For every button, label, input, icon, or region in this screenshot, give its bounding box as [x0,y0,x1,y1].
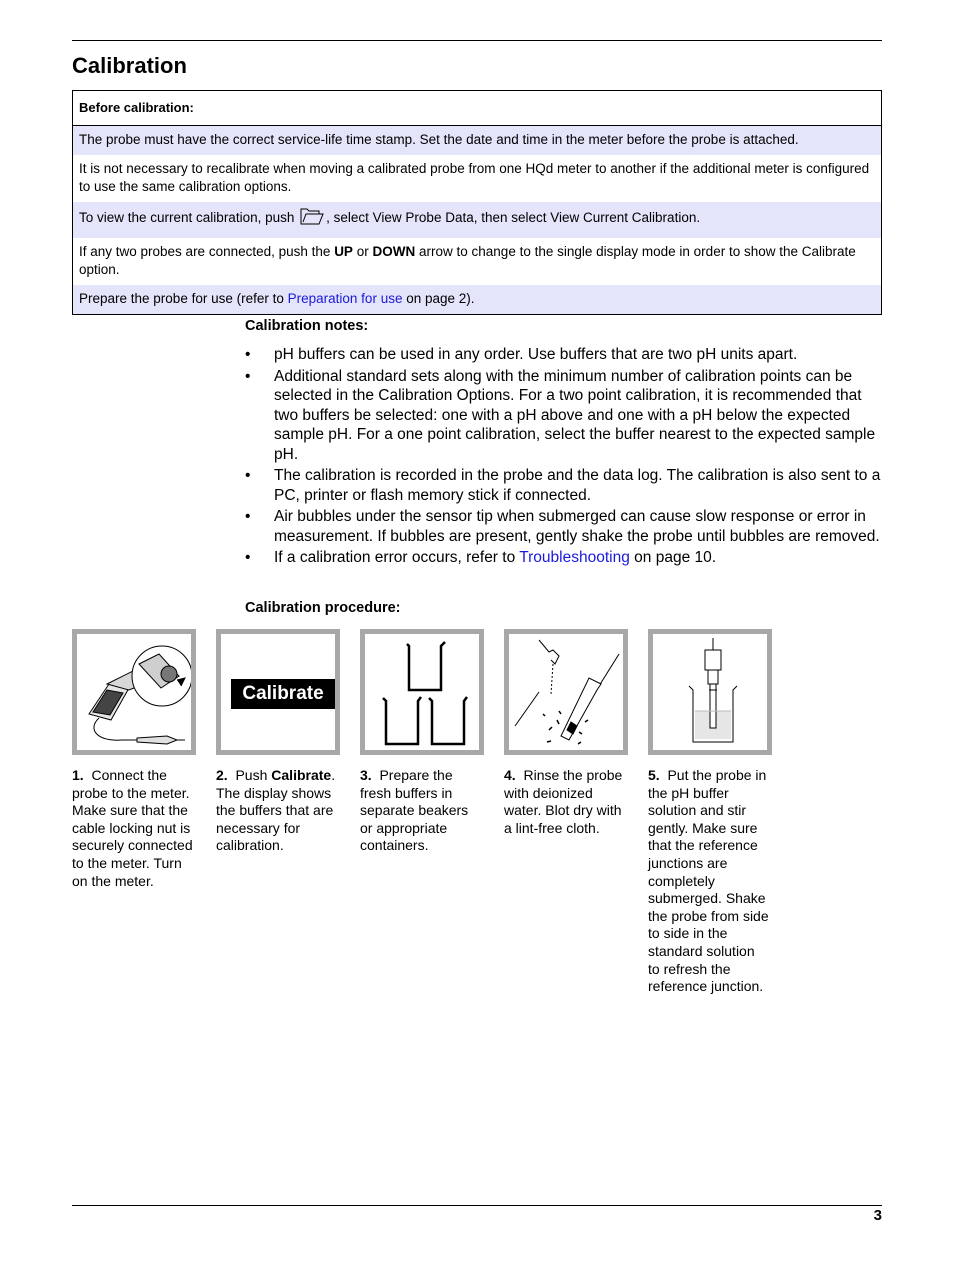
top-rule [72,40,882,41]
before-row-2: It is not necessary to recalibrate when moving a calibrated probe from one HQd meter to another if the additional meter is configured to use the same calibration options. [79,161,870,194]
list-item: • pH buffers can be used in any order. Use buffers that are two pH units apart. [245,345,885,365]
troubleshooting-link[interactable]: Troubleshooting [519,549,630,566]
list-item: • If a calibration error occurs, refer to Troubleshooting on page 10. [245,548,885,568]
calibrate-screen-label: Calibrate [231,679,335,709]
meter-probe-icon [77,634,191,750]
step-2 [216,629,338,855]
step-5-text: 5. Put the probe in the pH buffer solution and stir gently. Make sure that the reference junctions are completely submerged. Shake the probe from side to side in the standard solution to refresh the reference junction. [648,767,769,995]
probe-in-buffer-icon [653,634,767,750]
step-2-illustration [216,629,340,755]
before-row-3: To view the current calibration, push , select View Probe Data, then select View Current Calibration. [73,202,881,238]
calibration-notes-heading: Calibration notes: [245,318,369,334]
step-2-text: 2. Push Calibrate. The display shows the buffers that are necessary for calibration. [216,767,336,854]
preparation-for-use-link[interactable]: Preparation for use [287,291,403,306]
step-4 [504,629,626,837]
calibration-notes-list [245,345,885,568]
step-1-illustration [72,629,196,755]
step-5-illustration [648,629,772,755]
step-1-text: 1. Connect the probe to the meter. Make sure that the cable locking nut is securely connected to the meter. Turn on the meter. [72,767,193,889]
rinse-probe-icon [509,634,623,750]
folder-icon [300,208,324,230]
before-calibration-heading: Before calibration: [73,91,881,126]
step-3 [360,629,482,855]
list-item: • Air bubbles under the sensor tip when submerged can cause slow response or error in measurement. If bubbles are present, gently shake the probe until bubbles are removed. [245,507,885,546]
step-4-illustration [504,629,628,755]
before-calibration-table [72,90,882,315]
step-4-text: 4. Rinse the probe with deionized water. Blot dry with a lint-free cloth. [504,767,623,836]
list-item: • The calibration is recorded in the probe and the data log. The calibration is also sent to a PC, printer or flash memory stick if connected. [245,466,885,505]
page-number: 3 [873,1207,882,1224]
step-5 [648,629,770,996]
step-1 [72,629,194,890]
step-3-text: 3. Prepare the fresh buffers in separate beakers or appropriate containers. [360,767,469,854]
calibration-notes [245,318,885,570]
before-row-1: The probe must have the correct service-life time stamp. Set the date and time in the meter before the probe is attached. [73,126,881,155]
bottom-rule [72,1205,882,1206]
beakers-icon [365,634,479,750]
calibration-procedure-heading: Calibration procedure: [245,600,401,616]
list-item: • Additional standard sets along with the minimum number of calibration points can be selected in the Calibration Options. For a two point calibration, it is recommended that two buffers be selected: one with a pH above and one with a pH below the expected sample pH. For a one point calibration, select the buffer nearest to the expected sample pH. [245,367,885,465]
before-row-5: Prepare the probe for use (refer to Preparation for use on page 2). [73,285,881,314]
page-title: Calibration [72,53,187,78]
before-row-4: If any two probes are connected, push the UP or DOWN arrow to change to the single display mode in order to show the Calibrate option. [79,244,856,277]
step-3-illustration [360,629,484,755]
